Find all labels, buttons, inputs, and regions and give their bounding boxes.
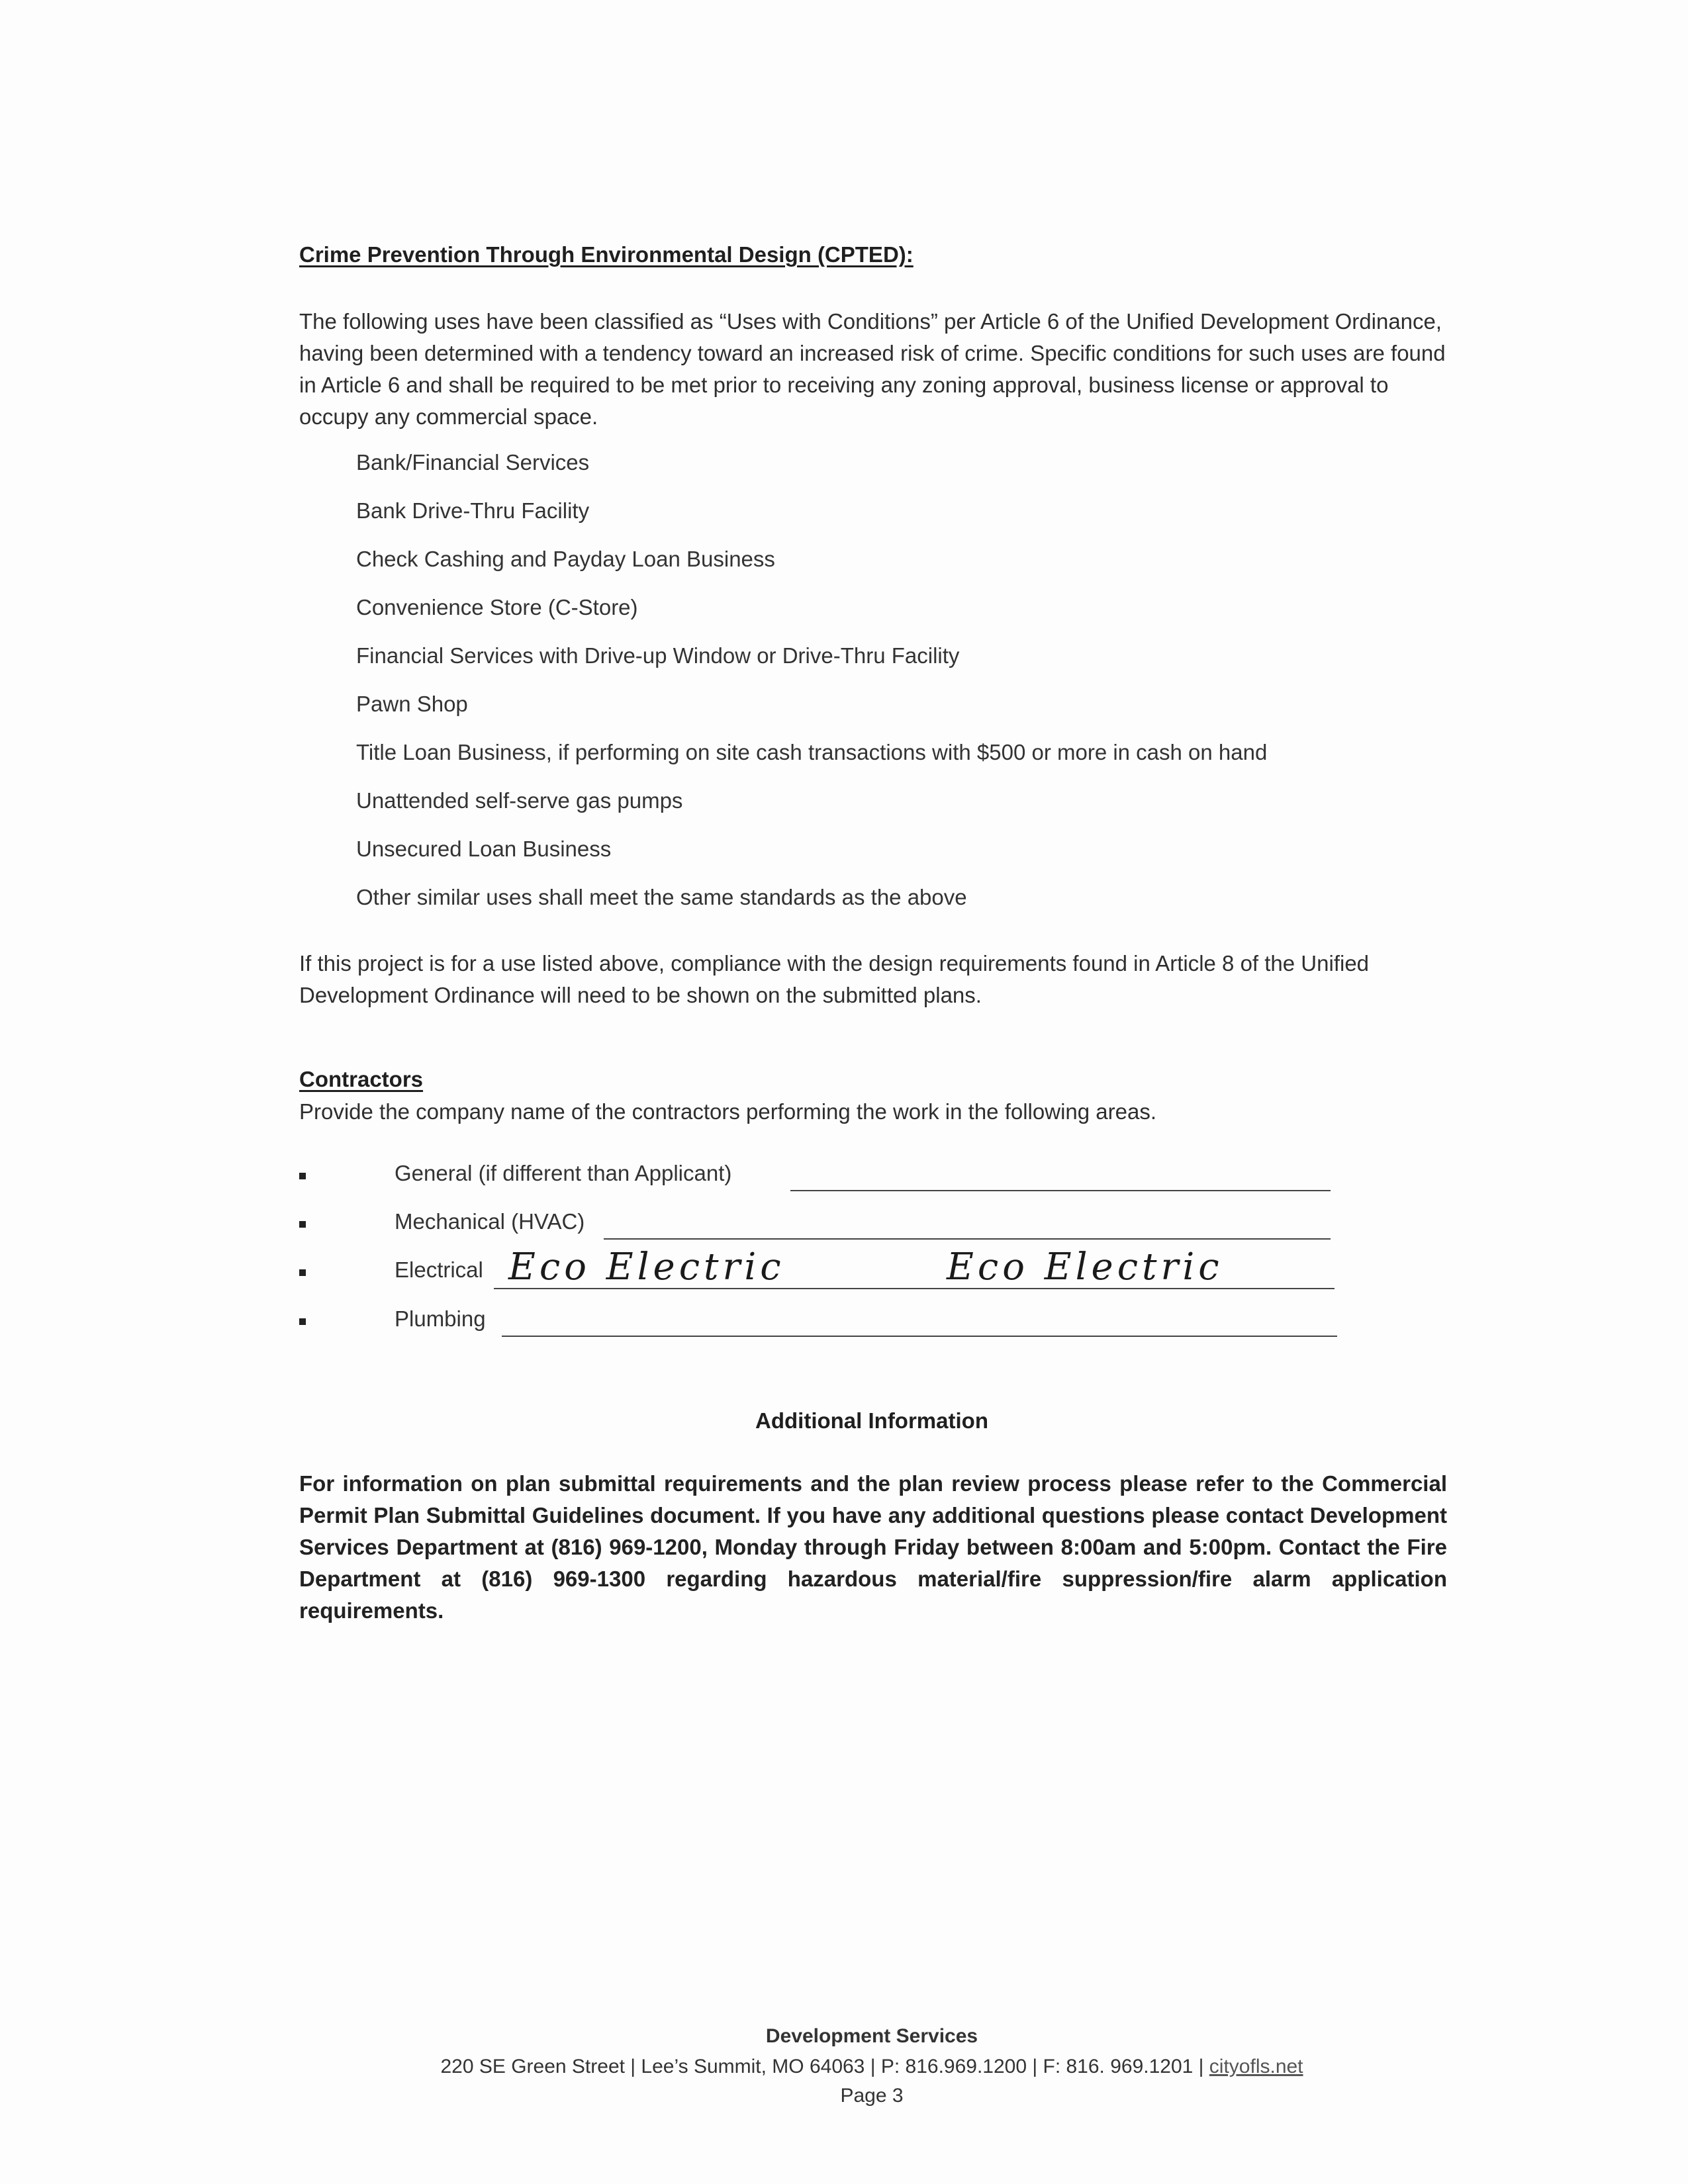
mechanical-contractor-field[interactable]: [604, 1238, 1331, 1240]
mechanical-contractor-label: Mechanical (HVAC): [395, 1209, 585, 1234]
bullet-icon: [299, 1269, 306, 1276]
list-item: Unattended self-serve gas pumps: [356, 788, 683, 813]
bullet-icon: [299, 1221, 306, 1228]
footer-address-text: 220 SE Green Street | Lee’s Summit, MO 64063 | P: 816.969.1200 | F: 816. 969.1201 |: [440, 2056, 1209, 2077]
list-item: Title Loan Business, if performing on site cash transactions with $500 or more in cash on hand: [356, 740, 1268, 764]
electrical-handwritten-entry: Eco Electric: [508, 1246, 785, 1289]
list-item: Pawn Shop: [356, 692, 468, 716]
additional-info-title: Additional Information: [755, 1408, 988, 1433]
footer-department: Development Services: [765, 2025, 978, 2047]
list-item: Financial Services with Drive-up Window or Drive-Thru Facility: [356, 643, 960, 668]
list-item: Check Cashing and Payday Loan Business: [356, 547, 775, 571]
general-contractor-field[interactable]: [790, 1190, 1331, 1191]
list-item: Convenience Store (C-Store): [356, 595, 638, 619]
contractor-row-plumbing: [298, 1304, 1344, 1343]
electrical-handwritten-entry-repeat: Eco Electric: [947, 1246, 1223, 1289]
contractor-row-electrical: [298, 1246, 1344, 1295]
contractor-row-general: [298, 1158, 1344, 1198]
list-item: Bank/Financial Services: [356, 450, 590, 475]
contractors-heading: Contractors: [299, 1067, 424, 1091]
list-item: Unsecured Loan Business: [356, 837, 612, 861]
additional-info-body: For information on plan submittal requirements and the plan review process please refer to the Commercial Permit Plan Submittal Guidelines document. If you have any additional questions please contact Development Services Department at (816) 969-1200, Monday through Friday between 8:00am and 5:00pm. Contact the Fire Department at (816) 969-1300 regarding hazardous material/fire suppression/fire alarm application requirements.: [299, 1471, 1447, 1623]
bullet-icon: [299, 1173, 306, 1179]
cpted-heading: Crime Prevention Through Environmental Design (CPTED):: [299, 242, 914, 267]
plumbing-contractor-field[interactable]: [502, 1336, 1337, 1337]
list-item: Bank Drive-Thru Facility: [356, 498, 590, 523]
list-item: Other similar uses shall meet the same standards as the above: [356, 885, 967, 909]
general-contractor-label: General (if different than Applicant): [395, 1161, 732, 1185]
plumbing-contractor-label: Plumbing: [395, 1306, 486, 1331]
footer-website-link[interactable]: cityofls.net: [1209, 2056, 1303, 2077]
footer-address: [0, 2056, 1688, 2078]
contractors-instructions: Provide the company name of the contractors performing the work in the following areas.: [299, 1099, 1156, 1124]
cpted-intro-paragraph: The following uses have been classified as “Uses with Conditions” per Article 6 of the Unified Development Ordinance, having been determined with a tendency toward an increased risk of crime. Specific conditions for such uses are found in Article 6 and shall be required to be met prior to receiving any zoning approval, business license or approval to occupy any commercial space.: [299, 309, 1446, 429]
page-number: Page 3: [840, 2085, 904, 2107]
bullet-icon: [299, 1318, 306, 1325]
compliance-paragraph: If this project is for a use listed above, compliance with the design requirements found in Article 8 of the Unified Development Ordinance will need to be shown on the submitted plans.: [299, 951, 1370, 1007]
electrical-contractor-label: Electrical: [395, 1257, 483, 1282]
contractor-row-mechanical: [298, 1206, 1344, 1246]
